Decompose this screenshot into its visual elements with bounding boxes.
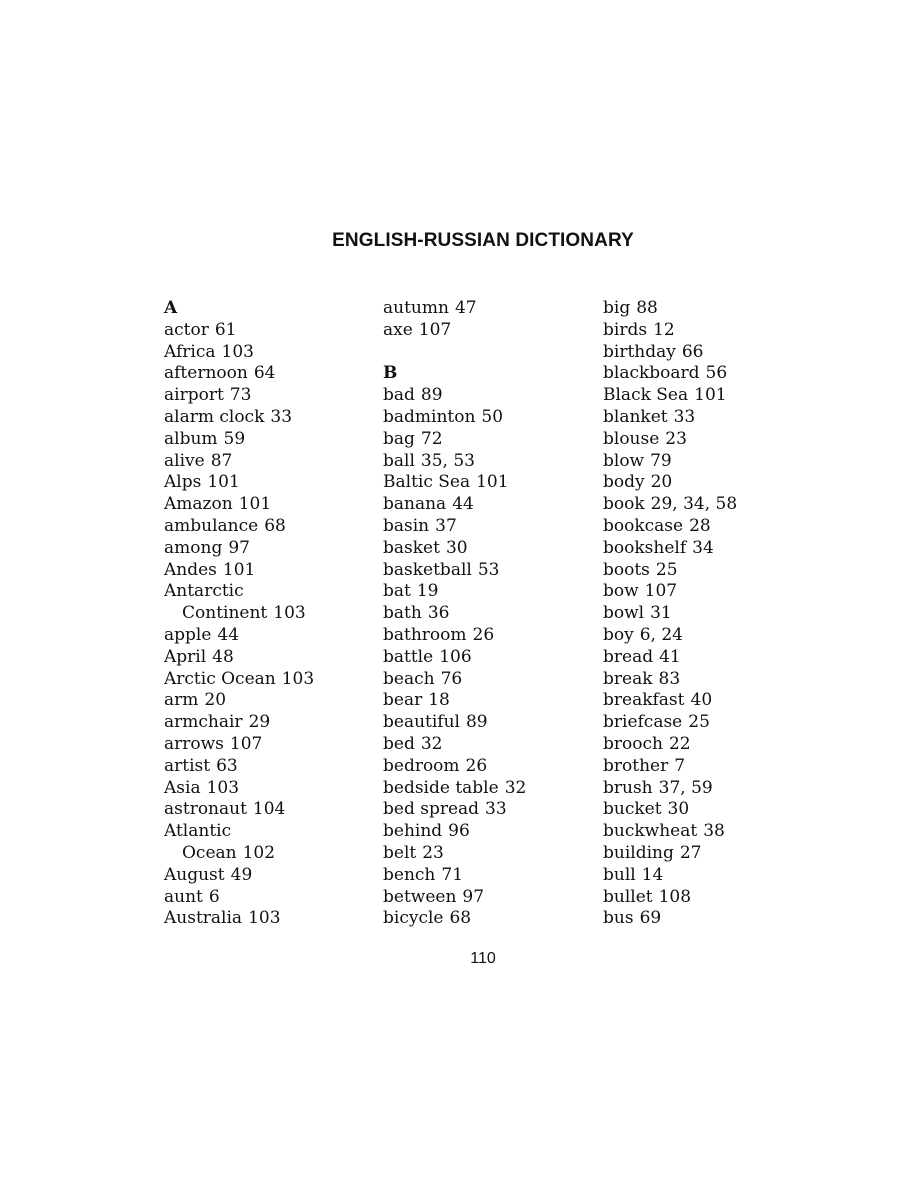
dictionary-entry xyxy=(164,799,314,821)
entry-word: August xyxy=(164,864,225,885)
entry-word: actor xyxy=(164,319,209,340)
entry-word: body xyxy=(603,472,645,493)
blank-line xyxy=(383,342,526,364)
entry-page-refs: 33 xyxy=(485,799,507,820)
entry-page-refs: 71 xyxy=(441,864,464,885)
entry-word: bread xyxy=(603,646,654,667)
entry-word: big xyxy=(603,298,631,318)
entry-page-refs: 37, 59 xyxy=(658,777,713,798)
entry-word: airport xyxy=(164,385,224,406)
entry-word: blanket xyxy=(603,406,668,427)
entry-page-refs: 25 xyxy=(655,559,678,580)
dictionary-entry xyxy=(383,843,526,865)
entry-page-refs: 41 xyxy=(659,646,681,667)
entry-page-refs: 30 xyxy=(445,537,468,558)
entry-page-refs: 23 xyxy=(422,842,444,863)
dictionary-entry xyxy=(383,581,526,603)
entry-page-refs: 36 xyxy=(427,603,450,624)
dictionary-entry xyxy=(383,756,526,778)
entry-word: astronaut xyxy=(164,799,247,820)
dictionary-entry xyxy=(164,690,314,712)
entry-word: beautiful xyxy=(383,712,460,733)
dictionary-entry xyxy=(383,407,526,429)
dictionary-entry xyxy=(383,494,526,516)
dictionary-entry xyxy=(164,625,314,647)
page-title: ENGLISH-RUSSIAN DICTIONARY xyxy=(332,230,634,251)
entry-word: arrows xyxy=(164,733,224,754)
entry-page-refs: 101 xyxy=(476,472,509,493)
section-letter xyxy=(164,298,314,320)
dictionary-entry xyxy=(164,712,314,734)
entry-page-refs: 6 xyxy=(208,886,220,907)
entry-word: album xyxy=(164,428,218,449)
entry-word: Continent xyxy=(182,603,268,624)
entry-page-refs: 64 xyxy=(253,363,276,384)
entry-word: basin xyxy=(383,515,430,536)
page-number: 110 xyxy=(470,950,496,967)
entry-page-refs: 7 xyxy=(674,755,686,776)
entry-page-refs: 48 xyxy=(212,646,234,667)
entry-page-refs: 19 xyxy=(416,581,439,602)
entry-page-refs: 103 xyxy=(273,603,306,624)
entry-word: bed xyxy=(383,733,415,754)
entry-page-refs: 96 xyxy=(448,821,470,842)
dictionary-column-1 xyxy=(164,298,314,930)
entry-word: birds xyxy=(603,319,648,340)
entry-word: buckwheat xyxy=(603,821,698,842)
dictionary-entry xyxy=(603,690,737,712)
dictionary-entry xyxy=(164,494,314,516)
entry-page-refs: 107 xyxy=(229,733,263,754)
entry-word: bookshelf xyxy=(603,537,687,558)
entry-page-refs: 29 xyxy=(248,712,271,733)
entry-word: banana xyxy=(383,494,447,515)
entry-word: April xyxy=(164,646,207,667)
entry-word: birthday xyxy=(603,341,676,362)
entry-page-refs: 66 xyxy=(681,341,704,362)
entry-page-refs: 49 xyxy=(230,864,253,885)
entry-word: bow xyxy=(603,581,639,602)
dictionary-entry xyxy=(603,843,737,865)
entry-page-refs: 31 xyxy=(650,603,672,624)
entry-page-refs: 26 xyxy=(465,755,488,776)
entry-page-refs: 104 xyxy=(252,799,286,820)
entry-page-refs: 107 xyxy=(418,319,452,340)
dictionary-entry xyxy=(383,778,526,800)
entry-page-refs: 89 xyxy=(465,712,488,733)
dictionary-entry xyxy=(164,320,314,342)
entry-word: building xyxy=(603,842,674,863)
dictionary-entry xyxy=(383,669,526,691)
entry-page-refs: 72 xyxy=(420,428,443,449)
entry-page-refs: 76 xyxy=(440,668,463,689)
dictionary-entry xyxy=(383,451,526,473)
entry-word: Alps xyxy=(164,472,202,493)
dictionary-entry xyxy=(164,472,314,494)
entry-word: autumn xyxy=(383,298,449,318)
dictionary-entry xyxy=(164,603,314,625)
entry-word: armchair xyxy=(164,712,243,733)
entry-word: Arctic Ocean xyxy=(164,668,276,689)
entry-word: bat xyxy=(383,581,411,602)
entry-word: arm xyxy=(164,690,199,711)
dictionary-entry xyxy=(164,581,314,603)
entry-page-refs: 20 xyxy=(650,472,673,493)
dictionary-entry xyxy=(383,799,526,821)
entry-word: behind xyxy=(383,821,443,842)
entry-page-refs: 101 xyxy=(207,472,240,493)
entry-page-refs: 83 xyxy=(658,668,681,689)
entry-page-refs: 34 xyxy=(692,537,714,558)
entry-word: basket xyxy=(383,537,440,558)
entry-page-refs: 37 xyxy=(435,515,457,536)
entry-page-refs: 101 xyxy=(238,494,272,515)
dictionary-column-2 xyxy=(383,298,526,930)
dictionary-entry xyxy=(164,669,314,691)
entry-page-refs: 40 xyxy=(690,690,713,711)
entry-word: artist xyxy=(164,755,211,776)
entry-word: B xyxy=(383,363,398,384)
dictionary-entry xyxy=(603,625,737,647)
entry-page-refs: 18 xyxy=(428,690,450,711)
entry-word: aunt xyxy=(164,886,203,907)
entry-page-refs: 56 xyxy=(705,363,728,384)
dictionary-entry xyxy=(383,821,526,843)
entry-page-refs: 101 xyxy=(694,385,727,406)
entry-word: Black Sea xyxy=(603,385,689,406)
entry-word: break xyxy=(603,668,653,689)
dictionary-entry xyxy=(603,647,737,669)
entry-page-refs: 22 xyxy=(668,733,691,754)
dictionary-entry xyxy=(164,363,314,385)
entry-page-refs: 27 xyxy=(679,842,702,863)
dictionary-entry xyxy=(164,407,314,429)
entry-page-refs: 73 xyxy=(229,385,252,406)
entry-page-refs: 103 xyxy=(221,341,254,362)
entry-page-refs: 23 xyxy=(665,428,687,449)
entry-page-refs: 68 xyxy=(449,908,472,929)
dictionary-entry xyxy=(164,451,314,473)
entry-word: bedside table xyxy=(383,777,499,798)
entry-page-refs: 30 xyxy=(667,799,690,820)
entry-page-refs: 101 xyxy=(222,559,256,580)
dictionary-entry xyxy=(383,908,526,930)
dictionary-entry xyxy=(383,865,526,887)
entry-word: bench xyxy=(383,864,436,885)
entry-word: bedroom xyxy=(383,755,460,776)
entry-page-refs: 32 xyxy=(420,733,443,754)
entry-word: blackboard xyxy=(603,363,700,384)
entry-page-refs: 79 xyxy=(650,450,672,471)
dictionary-entry xyxy=(603,538,737,560)
dictionary-entry xyxy=(603,778,737,800)
dictionary-entry xyxy=(383,472,526,494)
dictionary-entry xyxy=(164,821,314,843)
entry-word: between xyxy=(383,886,457,907)
entry-page-refs: 108 xyxy=(658,886,692,907)
dictionary-entry xyxy=(603,734,737,756)
dictionary-entry xyxy=(383,712,526,734)
entry-page-refs: 103 xyxy=(206,777,240,798)
dictionary-entry xyxy=(164,429,314,451)
dictionary-entry xyxy=(383,603,526,625)
dictionary-entry xyxy=(603,407,737,429)
entry-page-refs: 107 xyxy=(644,581,678,602)
entry-page-refs: 12 xyxy=(653,319,675,340)
dictionary-entry xyxy=(164,538,314,560)
dictionary-entry xyxy=(603,712,737,734)
entry-word: bathroom xyxy=(383,624,467,645)
entry-word: belt xyxy=(383,842,417,863)
dictionary-entry xyxy=(603,865,737,887)
dictionary-entry xyxy=(164,908,314,930)
entry-page-refs: 33 xyxy=(673,406,696,427)
entry-word: brush xyxy=(603,777,653,798)
entry-word: bullet xyxy=(603,886,653,907)
dictionary-entry xyxy=(164,778,314,800)
dictionary-entry xyxy=(383,647,526,669)
dictionary-entry xyxy=(383,516,526,538)
dictionary-entry xyxy=(603,581,737,603)
entry-word: Australia xyxy=(164,908,243,929)
dictionary-entry xyxy=(603,298,737,320)
entry-word: briefcase xyxy=(603,712,683,733)
entry-word: bowl xyxy=(603,603,645,624)
dictionary-entry xyxy=(383,625,526,647)
entry-page-refs: 47 xyxy=(454,298,477,318)
entry-page-refs: 103 xyxy=(281,668,315,689)
entry-page-refs: 6, 24 xyxy=(639,624,683,645)
entry-word: Andes xyxy=(164,559,217,580)
dictionary-entry xyxy=(383,385,526,407)
dictionary-entry xyxy=(383,429,526,451)
entry-word: alive xyxy=(164,450,205,471)
entry-word: A xyxy=(164,298,178,318)
dictionary-entry xyxy=(383,298,526,320)
dictionary-entry xyxy=(603,603,737,625)
entry-word: among xyxy=(164,537,223,558)
entry-page-refs: 32 xyxy=(504,777,527,798)
entry-word: bed spread xyxy=(383,799,480,820)
entry-page-refs: 50 xyxy=(481,406,504,427)
dictionary-entry xyxy=(603,494,737,516)
entry-word: Atlantic xyxy=(164,821,232,842)
entry-word: Africa xyxy=(164,341,216,362)
entry-page-refs: 38 xyxy=(703,821,725,842)
dictionary-entry xyxy=(383,538,526,560)
entry-page-refs: 106 xyxy=(439,646,472,667)
entry-word: bucket xyxy=(603,799,662,820)
dictionary-entry xyxy=(383,887,526,909)
entry-word: bookcase xyxy=(603,515,684,536)
entry-word: axe xyxy=(383,319,413,340)
entry-page-refs: 68 xyxy=(264,515,286,536)
entry-word: boy xyxy=(603,624,634,645)
entry-page-refs: 44 xyxy=(452,494,474,515)
entry-page-refs: 89 xyxy=(420,385,443,406)
entry-page-refs: 103 xyxy=(248,908,281,929)
dictionary-entry xyxy=(603,516,737,538)
entry-word: beach xyxy=(383,668,435,689)
dictionary-entry xyxy=(603,799,737,821)
dictionary-entry xyxy=(603,560,737,582)
dictionary-entry xyxy=(383,734,526,756)
dictionary-entry xyxy=(164,647,314,669)
entry-word: bear xyxy=(383,690,423,711)
entry-word: apple xyxy=(164,624,212,645)
entry-word: basketball xyxy=(383,559,472,580)
dictionary-entry xyxy=(383,560,526,582)
dictionary-entry xyxy=(164,865,314,887)
entry-word: bath xyxy=(383,603,422,624)
dictionary-entry xyxy=(164,342,314,364)
entry-word: Ocean xyxy=(182,842,237,863)
section-letter xyxy=(383,363,526,385)
dictionary-entry xyxy=(603,756,737,778)
entry-page-refs: 53 xyxy=(477,559,500,580)
dictionary-entry xyxy=(383,690,526,712)
dictionary-entry xyxy=(603,908,737,930)
dictionary-entry xyxy=(603,669,737,691)
dictionary-entry xyxy=(164,385,314,407)
dictionary-column-3 xyxy=(603,298,737,930)
entry-page-refs: 63 xyxy=(216,755,238,776)
entry-word: ambulance xyxy=(164,515,259,536)
dictionary-entry xyxy=(603,363,737,385)
entry-word: boots xyxy=(603,559,650,580)
dictionary-entry xyxy=(603,451,737,473)
entry-page-refs: 29, 34, 58 xyxy=(650,494,738,515)
entry-page-refs: 25 xyxy=(688,712,710,733)
entry-page-refs: 14 xyxy=(641,864,664,885)
entry-page-refs: 35, 53 xyxy=(420,450,475,471)
entry-word: Antarctic xyxy=(164,581,244,602)
dictionary-entry xyxy=(164,756,314,778)
entry-word: bull xyxy=(603,864,636,885)
entry-page-refs: 97 xyxy=(462,886,485,907)
entry-word: afternoon xyxy=(164,363,248,384)
entry-page-refs: 61 xyxy=(214,319,237,340)
entry-word: ball xyxy=(383,450,415,471)
entry-word: brooch xyxy=(603,733,663,754)
entry-word: bus xyxy=(603,908,634,929)
entry-word: Amazon xyxy=(164,494,233,515)
entry-word: book xyxy=(603,494,645,515)
entry-page-refs: 87 xyxy=(210,450,233,471)
dictionary-entry xyxy=(603,429,737,451)
entry-page-refs: 44 xyxy=(217,624,240,645)
entry-word: blouse xyxy=(603,428,660,449)
entry-word: bicycle xyxy=(383,908,444,929)
entry-page-refs: 97 xyxy=(228,537,250,558)
entry-page-refs: 26 xyxy=(472,624,495,645)
dictionary-entry xyxy=(603,342,737,364)
entry-page-refs: 28 xyxy=(689,515,711,536)
entry-word: battle xyxy=(383,646,434,667)
entry-page-refs: 33 xyxy=(270,406,293,427)
entry-page-refs: 69 xyxy=(639,908,662,929)
entry-word: alarm clock xyxy=(164,406,265,427)
entry-word: bad xyxy=(383,385,415,406)
entry-page-refs: 88 xyxy=(636,298,658,318)
dictionary-entry xyxy=(164,887,314,909)
entry-word: Baltic Sea xyxy=(383,472,471,493)
dictionary-entry xyxy=(603,821,737,843)
dictionary-entry xyxy=(164,516,314,538)
entry-page-refs: 20 xyxy=(204,690,227,711)
entry-word: breakfast xyxy=(603,690,685,711)
dictionary-entry xyxy=(164,560,314,582)
entry-page-refs: 59 xyxy=(223,428,246,449)
entry-word: brother xyxy=(603,755,669,776)
entry-word: badminton xyxy=(383,406,476,427)
entry-word: bag xyxy=(383,428,415,449)
entry-page-refs: 102 xyxy=(242,842,276,863)
dictionary-entry xyxy=(603,385,737,407)
dictionary-entry xyxy=(603,472,737,494)
dictionary-entry xyxy=(603,887,737,909)
dictionary-entry xyxy=(383,320,526,342)
dictionary-entry xyxy=(603,320,737,342)
dictionary-entry xyxy=(164,843,314,865)
dictionary-entry xyxy=(164,734,314,756)
entry-word: blow xyxy=(603,450,645,471)
entry-word: Asia xyxy=(164,777,201,798)
